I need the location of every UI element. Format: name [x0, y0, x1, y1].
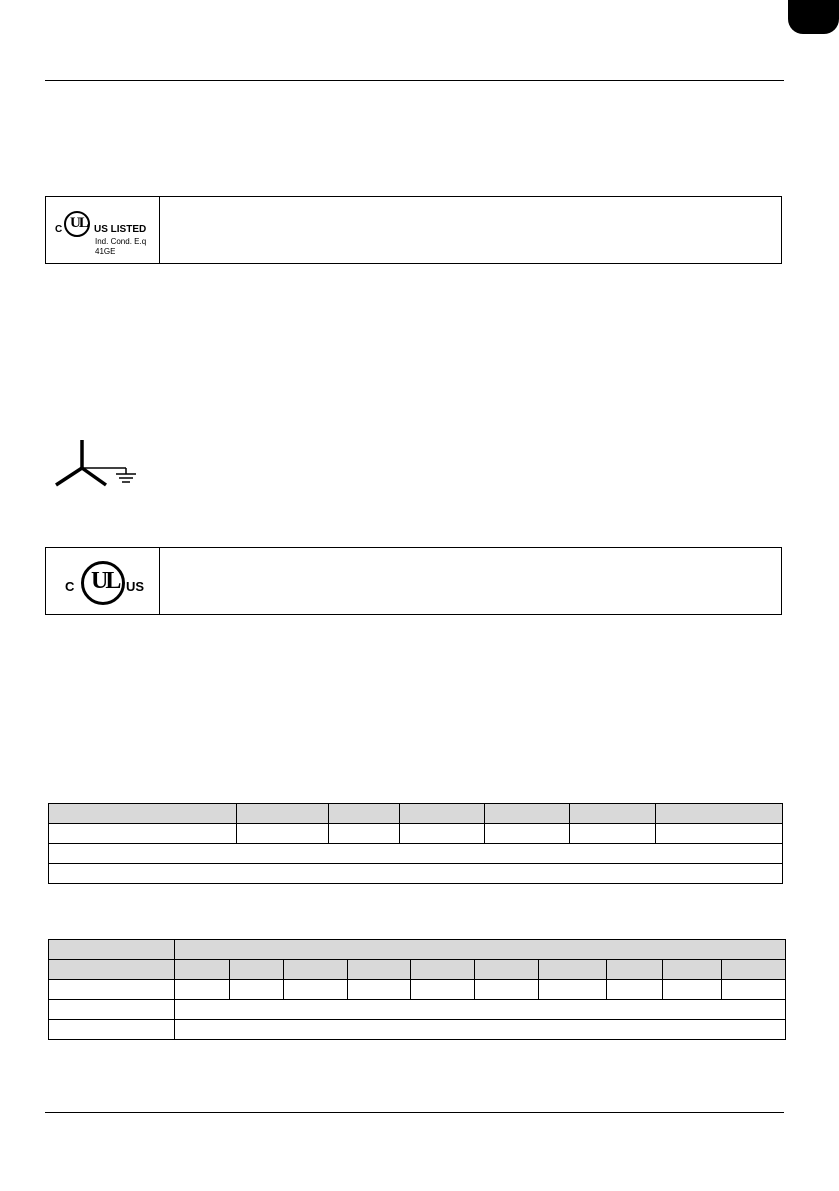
table-cell [570, 804, 656, 824]
table-cell [49, 1000, 175, 1020]
logo-ul-mark: UL [70, 215, 87, 231]
cert-box-text [160, 548, 781, 614]
table-cell [175, 940, 786, 960]
table-cell [329, 804, 400, 824]
spec-table-2 [48, 939, 786, 1040]
table-cell [539, 960, 607, 980]
table-row [49, 864, 783, 884]
table-cell [175, 1020, 786, 1040]
table-header-row [49, 960, 786, 980]
table-header-row [49, 804, 783, 824]
table-cell [175, 1000, 786, 1020]
page-tab-marker [788, 0, 839, 34]
table-cell [656, 804, 783, 824]
table-row [49, 824, 783, 844]
table-row [49, 844, 783, 864]
table-cell [49, 824, 237, 844]
footer-rule [45, 1112, 784, 1113]
table-cell [485, 804, 570, 824]
table-cell [663, 980, 722, 1000]
table-cell [49, 804, 237, 824]
logo-ind-cond: Ind. Cond. E.q [95, 237, 147, 246]
table-cell [237, 824, 329, 844]
table-cell [400, 824, 485, 844]
table-cell [49, 1020, 175, 1040]
table-cell [49, 980, 175, 1000]
table-cell [230, 960, 284, 980]
table-cell [722, 960, 786, 980]
ul-listed-certification-box [45, 196, 782, 264]
logo-c-mark: C [55, 224, 63, 235]
ul-listed-logo [46, 197, 160, 263]
table-cell [49, 864, 783, 884]
table-cell [607, 960, 663, 980]
table-cell [348, 960, 411, 980]
table-cell [230, 980, 284, 1000]
table-row [49, 1000, 786, 1020]
table-row [49, 1020, 786, 1040]
table-cell [400, 804, 485, 824]
ul-circle-icon [81, 561, 125, 605]
table-row [49, 980, 786, 1000]
table-cell [539, 980, 607, 1000]
table-cell [722, 980, 786, 1000]
logo-us-mark: US [126, 579, 145, 594]
logo-code: 41GE [95, 247, 116, 255]
table-cell [663, 960, 722, 980]
table-cell [656, 824, 783, 844]
table-cell [329, 824, 400, 844]
table-cell [237, 804, 329, 824]
table-cell [175, 980, 230, 1000]
table-header-row [49, 940, 786, 960]
table-cell [475, 980, 539, 1000]
table-cell [475, 960, 539, 980]
ul-certification-box [45, 547, 782, 615]
table-cell [485, 824, 570, 844]
table-cell [570, 824, 656, 844]
table-cell [411, 960, 475, 980]
logo-c-mark: C [65, 579, 75, 594]
table-cell [49, 940, 175, 960]
table-cell [175, 960, 230, 980]
spec-table-1 [48, 803, 783, 884]
table-cell [49, 844, 783, 864]
table-cell [49, 960, 175, 980]
table-cell [411, 980, 475, 1000]
cert-box-text [160, 197, 781, 263]
table-cell [284, 960, 348, 980]
table-cell [607, 980, 663, 1000]
table-cell [348, 980, 411, 1000]
header-rule [45, 80, 784, 81]
logo-us-listed: US LISTED [94, 224, 147, 235]
table-cell [284, 980, 348, 1000]
logo-ul-mark: UL [91, 568, 119, 594]
cul-us-logo [46, 548, 160, 614]
ul-circle-icon [64, 211, 90, 237]
wye-ground-symbol-icon [52, 438, 142, 490]
